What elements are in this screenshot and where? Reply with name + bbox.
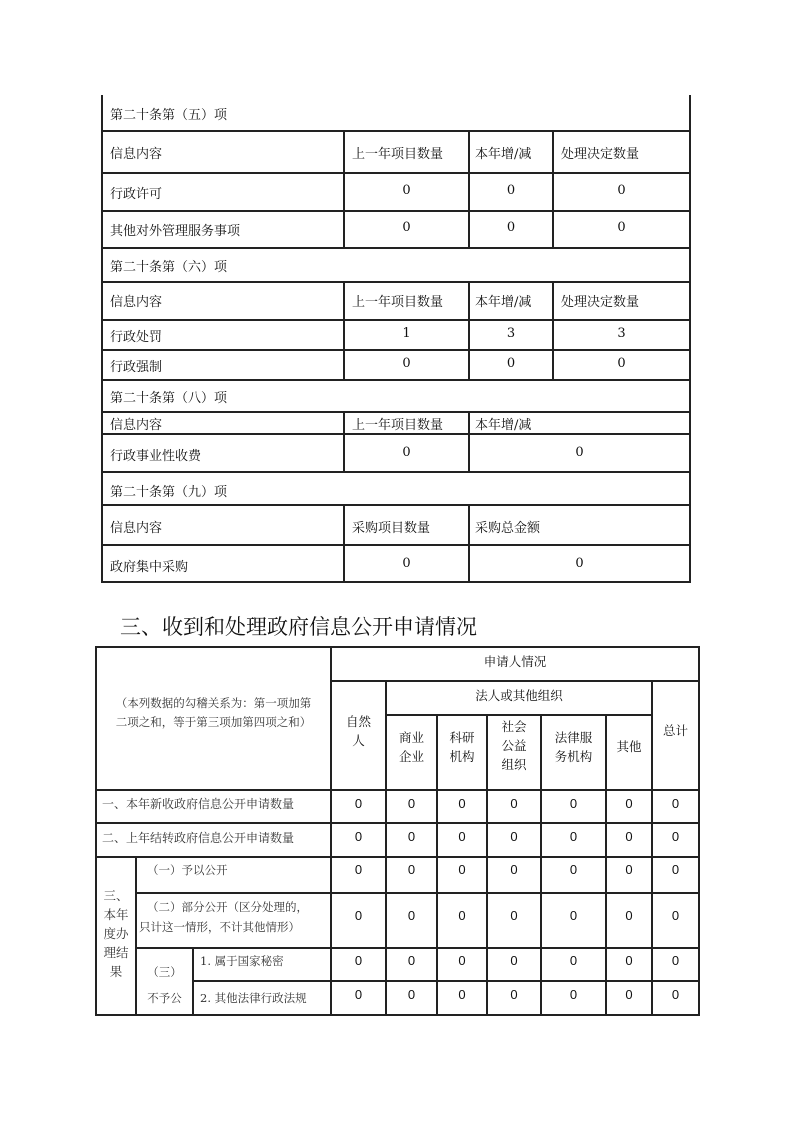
header-line: 法律服 [554, 730, 593, 745]
column-header: 信息内容 [110, 521, 163, 536]
cell-value: 0 [407, 908, 416, 923]
section-heading: 三、收到和处理政府信息公开申请情况 [120, 615, 477, 639]
column-header: 本年增/减 [475, 147, 532, 162]
cell-value: 0 [671, 953, 680, 968]
row-label: 政府集中采购 [110, 560, 189, 575]
label-line: （二）部分公开（区分处理的， [147, 900, 308, 914]
cell-value: 0 [354, 908, 363, 923]
table1-left-border [101, 95, 103, 583]
table1-rule [101, 379, 691, 381]
section-title: 第二十条第（九）项 [110, 485, 228, 500]
natural-person-header [331, 712, 386, 750]
table1-rule [101, 349, 691, 351]
cell-value: 0 [569, 862, 578, 877]
group-label-not-disclosed [136, 959, 193, 1011]
label-line: 理结 [103, 945, 129, 960]
business-enterprise-header [386, 728, 437, 766]
cell-value: 0 [569, 908, 578, 923]
label-line: （三） [147, 965, 182, 979]
label-line: 果 [109, 964, 123, 979]
cell-value: 0 [569, 987, 578, 1002]
cell-value: 0 [625, 953, 633, 968]
section-title: 第二十条第（五）项 [110, 108, 228, 123]
cell-value: 0 [617, 356, 626, 371]
table1-rule [101, 247, 691, 249]
row-label: 行政许可 [110, 187, 163, 202]
cell-value: 0 [510, 796, 518, 811]
column-header: 上一年项目数量 [352, 295, 444, 310]
column-header: 本年增/减 [475, 295, 532, 310]
column-header: 上一年项目数量 [352, 418, 444, 433]
cell-value: 0 [569, 796, 578, 811]
row-label: 其他对外管理服务事项 [110, 224, 241, 239]
research-institution-header [437, 728, 487, 766]
cell-value: 0 [569, 953, 578, 968]
table2-bottom-border [95, 1014, 700, 1016]
public-welfare-org-header [487, 717, 541, 774]
row-label: 行政事业性收费 [110, 449, 202, 464]
table1-rule [101, 319, 691, 321]
cell-value: 0 [407, 796, 416, 811]
table1-rule [101, 433, 691, 435]
table1-rule [101, 411, 691, 413]
row-label: 行政处罚 [110, 330, 163, 345]
cell-value: 0 [506, 220, 516, 235]
row-label: 一、本年新收政府信息公开申请数量 [102, 797, 295, 811]
row-label: （一）予以公开 [147, 863, 228, 877]
cell-value: 0 [407, 953, 416, 968]
cell-value: 0 [354, 987, 363, 1002]
column-header: 本年增/减 [475, 418, 532, 433]
applicant-header: 申请人情况 [483, 654, 547, 669]
cell-value: 0 [671, 908, 680, 923]
table2-rule [192, 980, 700, 982]
table2-rule [95, 856, 700, 858]
header-line: 公益 [501, 738, 527, 753]
cell-value: 0 [510, 953, 518, 968]
legal-service-org-header [541, 728, 606, 766]
table1-rule [101, 130, 691, 132]
cell-value: 0 [575, 556, 584, 571]
header-line: 机构 [449, 749, 475, 764]
header-line: 商业 [398, 730, 424, 745]
header-line: 科研 [449, 730, 475, 745]
label-line: 三、 [103, 888, 129, 903]
cell-value: 0 [510, 987, 518, 1002]
table2-rule [95, 789, 700, 791]
cell-value: 0 [354, 862, 363, 877]
cell-value: 1 [402, 326, 411, 341]
cell-value: 0 [625, 829, 633, 844]
table1-rule [101, 504, 691, 506]
cell-value: 0 [617, 183, 626, 198]
table2-rule [385, 714, 652, 716]
table2-rule [135, 947, 700, 949]
cell-value: 0 [354, 796, 363, 811]
cell-value: 0 [458, 987, 466, 1002]
total-header: 总计 [662, 723, 688, 738]
column-header: 采购项目数量 [352, 521, 431, 536]
cell-value: 0 [354, 953, 363, 968]
checksum-note [97, 694, 330, 732]
cell-value: 0 [402, 356, 411, 371]
column-header: 采购总金额 [475, 521, 541, 536]
label-line: 只计这一情形，不计其他情形） [139, 920, 300, 934]
cell-value: 0 [458, 953, 466, 968]
table1-rule [101, 210, 691, 212]
cell-value: 0 [625, 862, 633, 877]
cell-value: 0 [402, 556, 411, 571]
cell-value: 0 [625, 987, 633, 1002]
cell-value: 0 [617, 220, 626, 235]
header-line: 自然 [345, 714, 371, 729]
header-line: 社会 [501, 719, 527, 734]
table1-col-rule [343, 411, 345, 472]
column-header: 信息内容 [110, 418, 163, 433]
header-line: 人 [352, 733, 365, 748]
label-line: 度办 [103, 926, 129, 941]
cell-value: 3 [506, 326, 516, 341]
column-header: 信息内容 [110, 295, 163, 310]
header-line: 其他 [616, 739, 642, 754]
column-header: 信息内容 [110, 147, 163, 162]
cell-value: 0 [625, 908, 633, 923]
legal-org-header: 法人或其他组织 [475, 688, 563, 703]
table1-rule [101, 172, 691, 174]
cell-value: 0 [625, 796, 633, 811]
cell-value: 0 [510, 908, 518, 923]
row-label: 2. 其他法律行政法规 [200, 991, 307, 1005]
group-label-results [97, 886, 135, 981]
cell-value: 0 [671, 862, 680, 877]
table2-rule [95, 822, 700, 824]
header-line: 务机构 [554, 749, 593, 764]
table1-rule [101, 471, 691, 473]
cell-value: 0 [671, 829, 680, 844]
note-line: （本列数据的勾稽关系为：第一项加第 [115, 696, 312, 710]
cell-value: 0 [407, 862, 416, 877]
section-title: 第二十条第（六）项 [110, 260, 228, 275]
cell-value: 0 [671, 987, 680, 1002]
cell-value: 0 [569, 829, 578, 844]
cell-value: 0 [510, 862, 518, 877]
cell-value: 0 [354, 829, 363, 844]
column-header: 处理决定数量 [561, 295, 640, 310]
row-label: 1. 属于国家秘密 [200, 954, 284, 968]
table1-rule [101, 581, 691, 583]
note-line: 二项之和，等于第三项加第四项之和） [115, 715, 312, 729]
cell-value: 0 [506, 356, 516, 371]
cell-value: 0 [575, 445, 584, 460]
cell-value: 0 [402, 183, 411, 198]
cell-value: 0 [458, 829, 466, 844]
cell-value: 0 [402, 445, 411, 460]
label-line: 不予公 [147, 991, 182, 1005]
table2-rule [135, 892, 700, 894]
header-line: 企业 [398, 749, 424, 764]
cell-value: 3 [617, 326, 626, 341]
row-label-partial-disclosure [139, 897, 308, 937]
other-header [606, 737, 652, 756]
table1-rule [101, 281, 691, 283]
header-line: 组织 [501, 757, 527, 772]
cell-value: 0 [671, 796, 680, 811]
cell-value: 0 [458, 908, 466, 923]
section-title: 第二十条第（八）项 [110, 391, 228, 406]
label-line: 本年 [103, 907, 129, 922]
table1-rule [101, 544, 691, 546]
cell-value: 0 [506, 183, 516, 198]
row-label: 二、上年结转政府信息公开申请数量 [102, 831, 295, 845]
row-label: 行政强制 [110, 360, 163, 375]
cell-value: 0 [407, 987, 416, 1002]
column-header: 上一年项目数量 [352, 147, 444, 162]
cell-value: 0 [407, 829, 416, 844]
table1-col-rule [468, 411, 470, 472]
cell-value: 0 [402, 220, 411, 235]
table2-top-border [95, 646, 700, 648]
cell-value: 0 [510, 829, 518, 844]
column-header: 处理决定数量 [561, 147, 640, 162]
cell-value: 0 [458, 796, 466, 811]
cell-value: 0 [458, 862, 466, 877]
